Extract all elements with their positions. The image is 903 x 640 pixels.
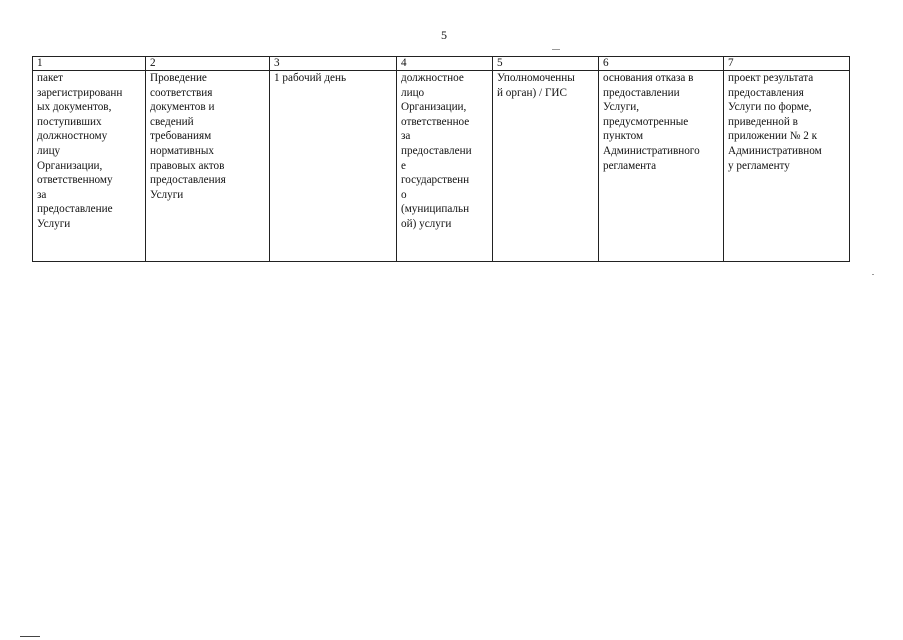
- procedure-table: [32, 56, 850, 262]
- scan-speck: [872, 274, 874, 275]
- table-cell: [270, 71, 397, 262]
- table-cell: [33, 71, 146, 262]
- table-cell: [599, 71, 724, 262]
- table-cell: [724, 71, 850, 262]
- cell-result: проект результата предоставления Услуги по форме, приведенной в приложении № 2 к Административном у регламенту: [728, 72, 822, 172]
- cell-documents-package: пакет зарегистрированн ых документов, поступивших должностному лицу Организации, ответственному за предоставление Услуги: [37, 72, 123, 230]
- column-header: 6: [599, 57, 724, 71]
- column-header: 4: [397, 57, 493, 71]
- cell-responsible-person: должностное лицо Организации, ответственное за предоставлени е государственн о (муниципальн ой) услуги: [401, 72, 472, 230]
- page-number: 5: [441, 28, 447, 42]
- table-row: [33, 71, 850, 262]
- scan-speck: [552, 49, 560, 50]
- cell-procedure: Проведение соответствия документов и сведений требованиям нормативных правовых актов предоставления Услуги: [150, 72, 226, 201]
- table-header-row: [33, 57, 850, 71]
- column-header: 1: [33, 57, 146, 71]
- table-cell: [493, 71, 599, 262]
- column-header: 5: [493, 57, 599, 71]
- column-header: 7: [724, 57, 850, 71]
- column-header: 2: [146, 57, 270, 71]
- table-cell: [146, 71, 270, 262]
- scan-speck: [20, 636, 40, 637]
- cell-duration: 1 рабочий день: [274, 72, 347, 84]
- table-cell: [397, 71, 493, 262]
- column-header: 3: [270, 57, 397, 71]
- cell-criteria: основания отказа в предоставлении Услуги, предусмотренные пунктом Административного регламента: [603, 72, 700, 172]
- cell-place: Уполномоченны й орган) / ГИС: [497, 72, 575, 99]
